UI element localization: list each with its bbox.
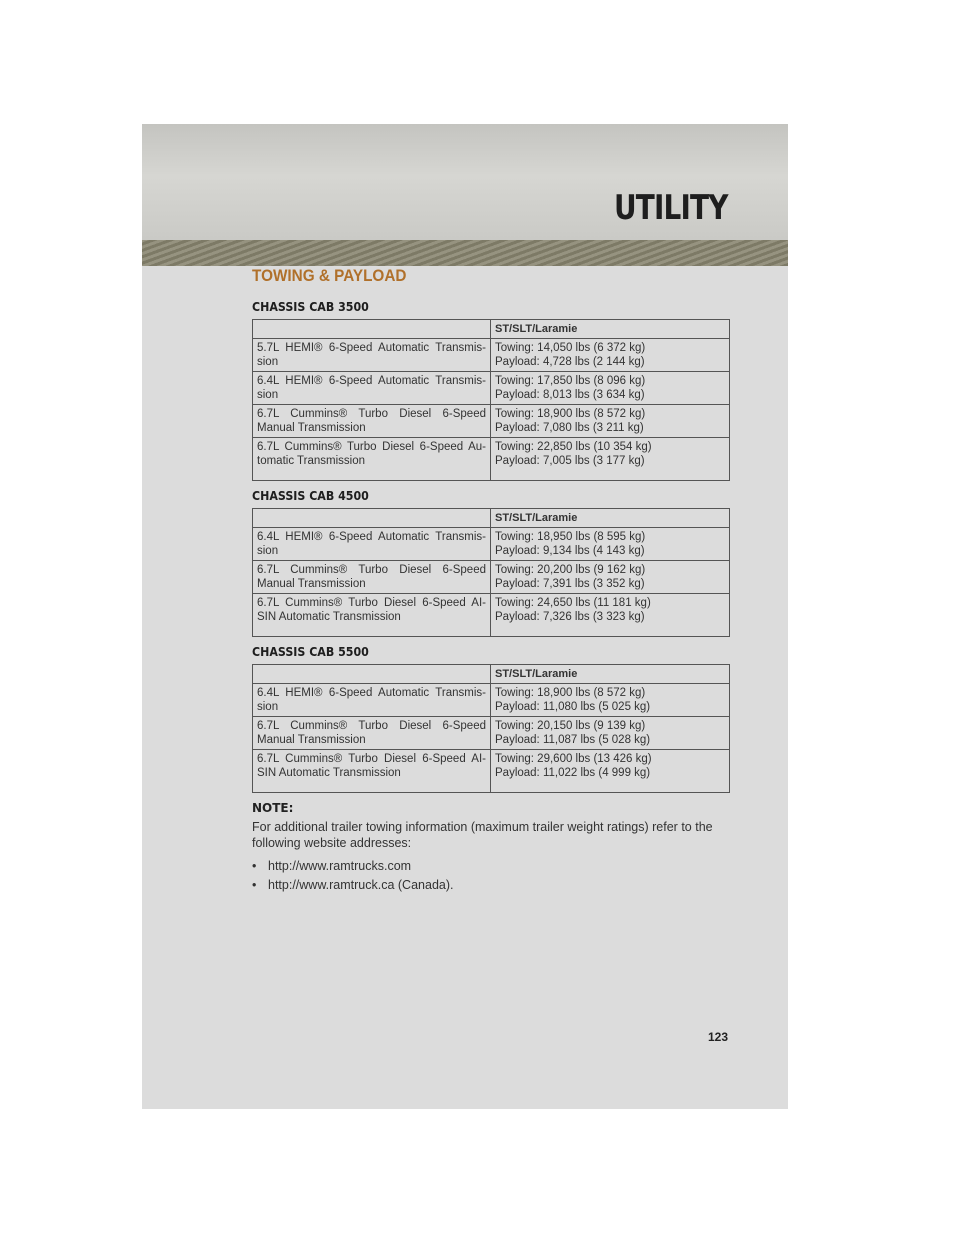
rating-cell bbox=[491, 339, 730, 372]
header-stripe bbox=[142, 240, 788, 266]
rating-cell bbox=[491, 684, 730, 717]
content-area bbox=[252, 300, 730, 897]
rating-cell bbox=[491, 438, 730, 481]
table-row bbox=[253, 594, 730, 637]
payload-value: Payload: 11,080 lbs (5 025 kg) bbox=[495, 701, 651, 713]
payload-value: Payload: 7,005 lbs (3 177 kg) bbox=[495, 455, 645, 467]
engine-cell: 6.7L Cummins® Turbo Diesel 6-Speed Au-tomatic Transmission bbox=[253, 438, 491, 481]
chapter-title: UTILITY bbox=[614, 188, 728, 228]
empty-header-cell bbox=[253, 509, 491, 528]
list-item bbox=[252, 878, 730, 892]
towing-value: Towing: 18,900 lbs (8 572 kg) bbox=[495, 408, 646, 420]
towing-value: Towing: 20,150 lbs (9 139 kg) bbox=[495, 720, 646, 732]
table-row bbox=[253, 561, 730, 594]
towing-value: Towing: 22,850 lbs (10 354 kg) bbox=[495, 441, 652, 453]
table-heading: CHASSIS CAB 3500 bbox=[252, 300, 369, 314]
table-header-row bbox=[253, 665, 730, 684]
towing-value: Towing: 20,200 lbs (9 162 kg) bbox=[495, 564, 646, 576]
page-number: 123 bbox=[708, 1030, 729, 1044]
table-row bbox=[253, 438, 730, 481]
towing-value: Towing: 24,650 lbs (11 181 kg) bbox=[495, 597, 651, 609]
list-item bbox=[252, 859, 730, 873]
towing-value: Towing: 29,600 lbs (13 426 kg) bbox=[495, 753, 652, 765]
rating-cell bbox=[491, 405, 730, 438]
note-text: For additional trailer towing information (maximum trailer weight ratings) refer to the following website addresses: bbox=[252, 820, 713, 850]
spec-table-3500 bbox=[252, 319, 730, 481]
website-link[interactable]: http://www.ramtrucks.com bbox=[268, 859, 412, 873]
rating-cell bbox=[491, 561, 730, 594]
payload-value: Payload: 7,326 lbs (3 323 kg) bbox=[495, 611, 645, 623]
engine-cell: 6.4L HEMI® 6-Speed Automatic Transmis-sion bbox=[253, 372, 491, 405]
spec-table-4500 bbox=[252, 508, 730, 637]
table-row bbox=[253, 372, 730, 405]
rating-cell bbox=[491, 717, 730, 750]
empty-header-cell bbox=[253, 320, 491, 339]
payload-value: Payload: 11,087 lbs (5 028 kg) bbox=[495, 734, 651, 746]
payload-value: Payload: 9,134 lbs (4 143 kg) bbox=[495, 545, 645, 557]
bullet-icon: • bbox=[252, 859, 257, 873]
engine-cell: 6.7L Cummins® Turbo Diesel 6-Speed Manual Transmission bbox=[253, 405, 491, 438]
column-header: ST/SLT/Laramie bbox=[491, 509, 730, 528]
payload-value: Payload: 7,391 lbs (3 352 kg) bbox=[495, 578, 645, 590]
towing-value: Towing: 18,950 lbs (8 595 kg) bbox=[495, 531, 646, 543]
table-row bbox=[253, 684, 730, 717]
payload-value: Payload: 4,728 lbs (2 144 kg) bbox=[495, 356, 645, 368]
table-row bbox=[253, 750, 730, 793]
bullet-icon: • bbox=[252, 878, 257, 892]
manual-page bbox=[142, 124, 788, 1109]
table-row bbox=[253, 339, 730, 372]
rating-cell bbox=[491, 750, 730, 793]
website-list bbox=[252, 859, 730, 892]
table-header-row bbox=[253, 509, 730, 528]
engine-cell: 5.7L HEMI® 6-Speed Automatic Transmis-sion bbox=[253, 339, 491, 372]
rating-cell bbox=[491, 528, 730, 561]
towing-value: Towing: 17,850 lbs (8 096 kg) bbox=[495, 375, 646, 387]
payload-value: Payload: 7,080 lbs (3 211 kg) bbox=[495, 422, 644, 434]
table-heading: CHASSIS CAB 5500 bbox=[252, 645, 369, 659]
spec-table-5500 bbox=[252, 664, 730, 793]
towing-value: Towing: 14,050 lbs (6 372 kg) bbox=[495, 342, 646, 354]
engine-cell: 6.7L Cummins® Turbo Diesel 6-Speed Manual Transmission bbox=[253, 717, 491, 750]
table-heading: CHASSIS CAB 4500 bbox=[252, 489, 369, 503]
column-header: ST/SLT/Laramie bbox=[491, 320, 730, 339]
column-header: ST/SLT/Laramie bbox=[491, 665, 730, 684]
rating-cell bbox=[491, 594, 730, 637]
engine-cell: 6.4L HEMI® 6-Speed Automatic Transmis-sion bbox=[253, 528, 491, 561]
section-title: TOWING & PAYLOAD bbox=[252, 266, 407, 285]
table-row bbox=[253, 717, 730, 750]
engine-cell: 6.4L HEMI® 6-Speed Automatic Transmis-sion bbox=[253, 684, 491, 717]
engine-cell: 6.7L Cummins® Turbo Diesel 6-Speed AI-SIN Automatic Transmission bbox=[253, 750, 491, 793]
table-row bbox=[253, 528, 730, 561]
table-row bbox=[253, 405, 730, 438]
empty-header-cell bbox=[253, 665, 491, 684]
engine-cell: 6.7L Cummins® Turbo Diesel 6-Speed AI-SIN Automatic Transmission bbox=[253, 594, 491, 637]
header-banner bbox=[142, 124, 788, 240]
towing-value: Towing: 18,900 lbs (8 572 kg) bbox=[495, 687, 646, 699]
payload-value: Payload: 8,013 lbs (3 634 kg) bbox=[495, 389, 645, 401]
table-header-row bbox=[253, 320, 730, 339]
note-label: NOTE: bbox=[252, 801, 294, 815]
payload-value: Payload: 11,022 lbs (4 999 kg) bbox=[495, 767, 651, 779]
engine-cell: 6.7L Cummins® Turbo Diesel 6-Speed Manual Transmission bbox=[253, 561, 491, 594]
rating-cell bbox=[491, 372, 730, 405]
website-link[interactable]: http://www.ramtruck.ca (Canada). bbox=[268, 878, 454, 892]
